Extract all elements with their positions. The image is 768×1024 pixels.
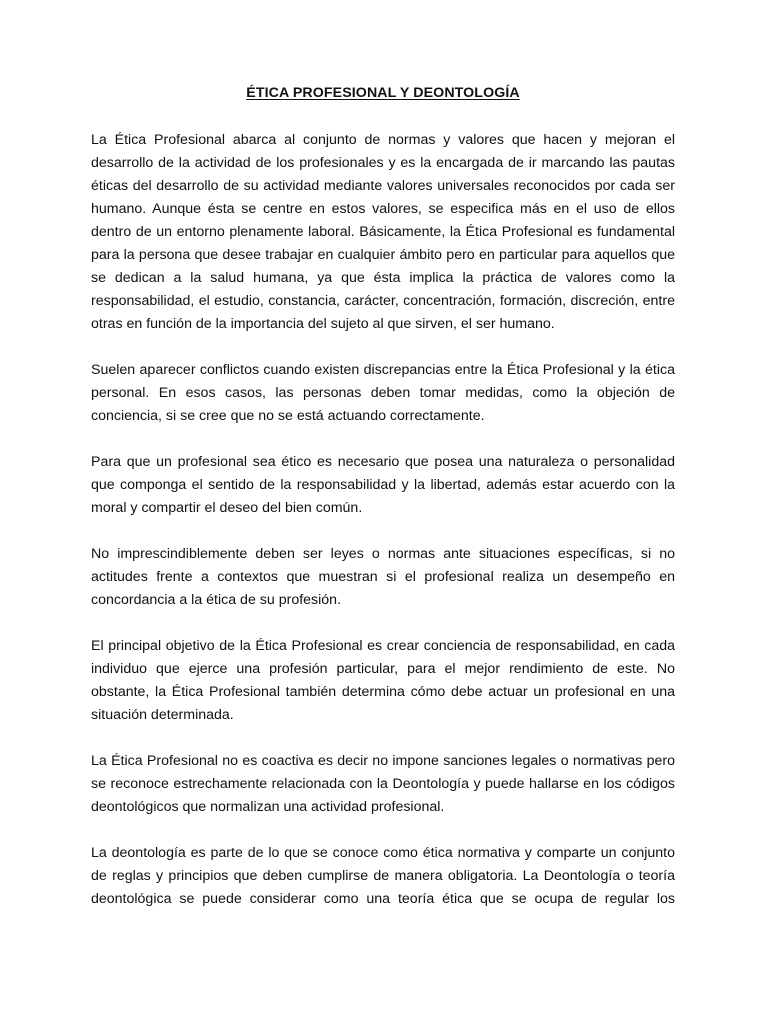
paragraph-7: La deontología es parte de lo que se conoce como ética normativa y comparte un conjunto de reglas y principios que deben cumplirse de manera obligatoria. La Deontología o teoría deontológica se puede considerar como una teoría ética que se ocupa de regular los bbox=[91, 845, 675, 907]
document-body bbox=[91, 82, 675, 911]
paragraph-3: Para que un profesional sea ético es necesario que posea una naturaleza o personalidad que componga el sentido de la responsabilidad y la libertad, además estar acuerdo con la moral y compartir el deseo del bien común. bbox=[91, 454, 675, 516]
paragraph-6: La Ética Profesional no es coactiva es decir no impone sanciones legales o normativas pero se reconoce estrechamente relacionada con la Deontología y puede hallarse en los códigos deontológicos que normalizan una actividad profesional. bbox=[91, 753, 675, 815]
document-title: ÉTICA PROFESIONAL Y DEONTOLOGÍA bbox=[246, 85, 520, 101]
paragraph-4: No imprescindiblemente deben ser leyes o normas ante situaciones específicas, si no actitudes frente a contextos que muestran si el profesional realiza un desempeño en concordancia a la ética de su profesión. bbox=[91, 546, 675, 608]
paragraph-2: Suelen aparecer conflictos cuando existen discrepancias entre la Ética Profesional y la ética personal. En esos casos, las personas deben tomar medidas, como la objeción de conciencia, si se cree que no se está actuando correctamente. bbox=[91, 362, 675, 424]
paragraph-5: El principal objetivo de la Ética Profesional es crear conciencia de responsabilidad, en cada individuo que ejerce una profesión particular, para el mejor rendimiento de este. No obstante, la Ética Profesional también determina cómo debe actuar un profesional en una situación determinada. bbox=[91, 638, 675, 723]
paragraph-1: La Ética Profesional abarca al conjunto de normas y valores que hacen y mejoran el desarrollo de la actividad de los profesionales y es la encargada de ir marcando las pautas éticas del desarrollo de su actividad mediante valores universales reconocidos por cada ser humano. Aunque ésta se centre en estos valores, se especifica más en el uso de ellos dentro de un entorno plenamente laboral. Básicamente, la Ética Profesional es fundamental para la persona que desee trabajar en cualquier ámbito pero en particular para aquellos que se dedican a la salud humana, ya que ésta implica la práctica de valores como la responsabilidad, el estudio, constancia, carácter, concentración, formación, discreción, entre otras en función de la importancia del sujeto al que sirven, el ser humano. bbox=[91, 132, 675, 332]
